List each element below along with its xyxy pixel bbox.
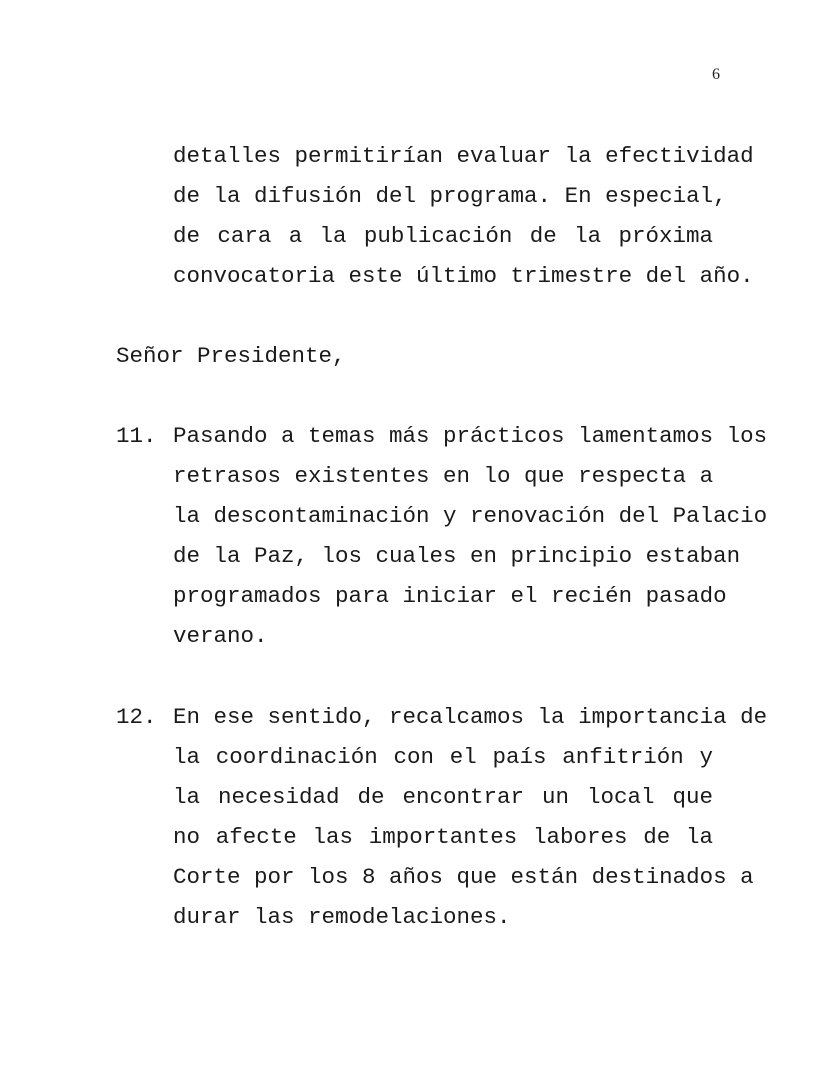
- salutation: Señor Presidente,: [116, 343, 346, 369]
- paragraph-line: verano.: [173, 623, 268, 649]
- paragraph-line: de cara a la publicación de la próxima: [173, 223, 713, 249]
- page-number: 6: [712, 66, 720, 83]
- continuation-paragraph: [173, 136, 754, 296]
- paragraph-line: programados para iniciar el recién pasado: [173, 583, 727, 609]
- paragraph-number: 11.: [116, 423, 157, 449]
- paragraph-line: la necesidad de encontrar un local que: [173, 784, 713, 810]
- paragraph-line: no afecte las importantes labores de la: [173, 824, 713, 850]
- paragraph-line: Pasando a temas más prácticos lamentamos los: [173, 423, 768, 449]
- paragraph-line: retrasos existentes en lo que respecta a: [173, 463, 714, 489]
- paragraph-line: la coordinación con el país anfitrión y: [173, 744, 713, 770]
- paragraph-line: convocatoria este último trimestre del año.: [173, 263, 754, 289]
- paragraph-line: de la Paz, los cuales en principio estaban: [173, 543, 741, 569]
- paragraph-line: de la difusión del programa. En especial,: [173, 183, 727, 209]
- paragraph-line: detalles permitirían evaluar la efectividad: [173, 143, 754, 169]
- paragraph-body: [173, 697, 768, 937]
- paragraph-body: [173, 416, 768, 656]
- paragraph-line: En ese sentido, recalcamos la importancia de: [173, 704, 768, 730]
- paragraph-line: durar las remodelaciones.: [173, 904, 511, 930]
- paragraph-line: Corte por los 8 años que están destinados a: [173, 864, 754, 890]
- paragraph-line: la descontaminación y renovación del Palacio: [173, 503, 768, 529]
- paragraph-number: 12.: [116, 704, 157, 730]
